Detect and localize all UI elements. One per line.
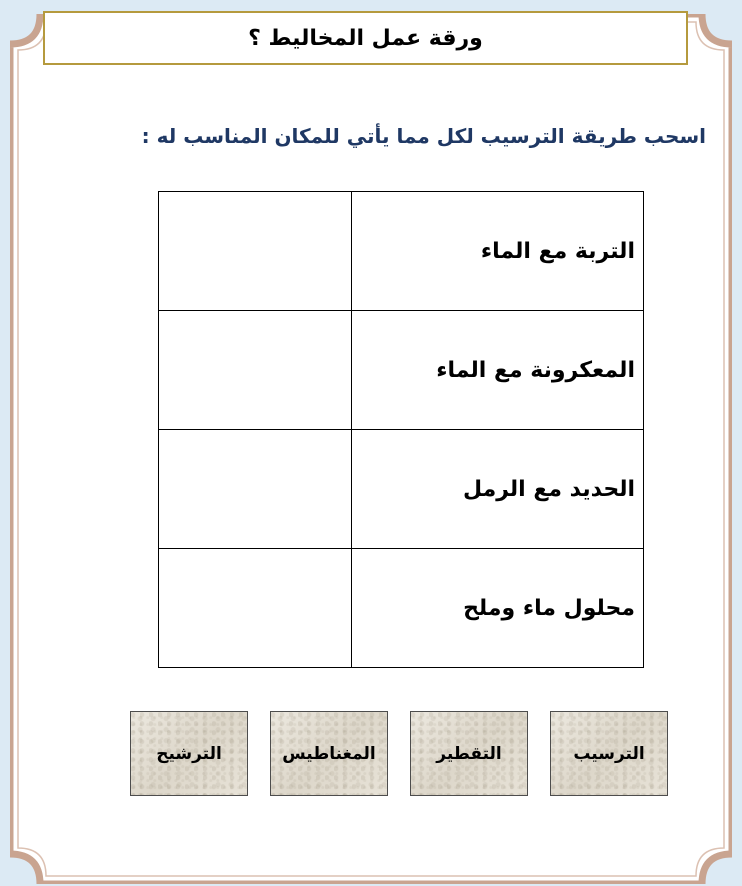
tile-sedimentation[interactable] <box>550 711 668 796</box>
mixture-label: التربة مع الماء <box>351 192 643 311</box>
page-title: ورقة عمل المخاليط ؟ <box>248 25 483 51</box>
table-row <box>159 549 644 668</box>
matching-table <box>158 191 644 668</box>
drop-zone[interactable] <box>159 430 352 549</box>
tile-filtration[interactable] <box>130 711 248 796</box>
drop-zone[interactable] <box>159 311 352 430</box>
tile-magnet[interactable] <box>270 711 388 796</box>
title-box <box>43 11 688 65</box>
drop-zone[interactable] <box>159 192 352 311</box>
mixture-label: المعكرونة مع الماء <box>351 311 643 430</box>
tile-label: الترشيح <box>156 743 222 764</box>
mixture-label: الحديد مع الرمل <box>351 430 643 549</box>
mixture-label: محلول ماء وملح <box>351 549 643 668</box>
worksheet-page <box>10 14 732 884</box>
instruction-text: اسحب طريقة الترسيب لكل مما يأتي للمكان المناسب له : <box>141 124 706 148</box>
answer-tiles <box>130 711 670 798</box>
table-row <box>159 192 644 311</box>
drop-zone[interactable] <box>159 549 352 668</box>
tile-distillation[interactable] <box>410 711 528 796</box>
tile-label: الترسيب <box>573 743 645 764</box>
table-row <box>159 311 644 430</box>
tile-label: التقطير <box>436 743 502 764</box>
table-row <box>159 430 644 549</box>
tile-label: المغناطيس <box>282 743 376 764</box>
